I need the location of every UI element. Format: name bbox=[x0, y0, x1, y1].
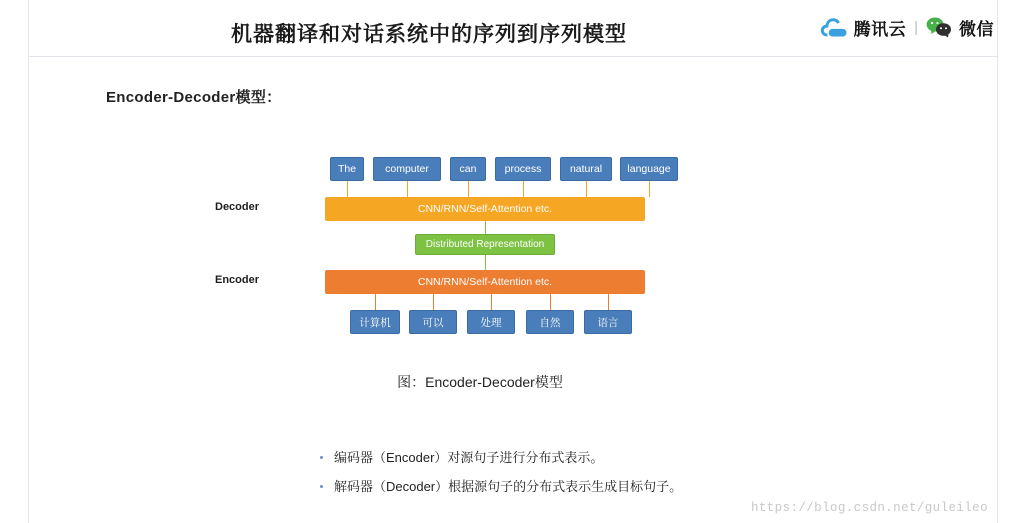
wechat-icon bbox=[926, 16, 952, 38]
connector-line bbox=[347, 181, 348, 197]
list-item-label: 解码器（Decoder）根据源句子的分布式表示生成目标句子。 bbox=[334, 479, 683, 494]
output-token: natural bbox=[560, 157, 612, 181]
page-title: 机器翻译和对话系统中的序列到序列模型 bbox=[231, 23, 627, 46]
tencent-cloud-label: 腾讯云 bbox=[853, 19, 907, 39]
list-item bbox=[318, 450, 918, 466]
connector-line bbox=[608, 294, 609, 310]
input-token: 自然 bbox=[526, 310, 574, 334]
connector-line bbox=[468, 181, 469, 197]
connector-line bbox=[485, 255, 486, 270]
output-token: The bbox=[330, 157, 364, 181]
input-token: 语言 bbox=[584, 310, 632, 334]
figure-caption: 图：Encoder-Decoder模型 bbox=[397, 374, 563, 390]
connector-line bbox=[491, 294, 492, 310]
output-token: computer bbox=[373, 157, 441, 181]
connector-line bbox=[433, 294, 434, 310]
encoder-bar: CNN/RNN/Self-Attention etc. bbox=[325, 270, 645, 294]
bullet-dot-icon bbox=[320, 456, 323, 459]
encoder-label: Encoder bbox=[215, 274, 260, 286]
wechat-label: 微信 bbox=[959, 19, 994, 39]
list-item bbox=[318, 479, 918, 495]
input-token: 处理 bbox=[467, 310, 515, 334]
connector-line bbox=[523, 181, 524, 197]
connector-line bbox=[407, 181, 408, 197]
connector-line bbox=[586, 181, 587, 197]
input-token: 计算机 bbox=[350, 310, 400, 334]
right-divider bbox=[997, 0, 998, 523]
distributed-representation-box: Distributed Representation bbox=[415, 234, 555, 255]
bullet-dot-icon bbox=[320, 485, 323, 488]
encoder-decoder-figure bbox=[215, 145, 690, 395]
input-token: 可以 bbox=[409, 310, 457, 334]
watermark: https://blog.csdn.net/guleileo bbox=[750, 501, 988, 515]
section-label: Encoder-Decoder模型： bbox=[106, 89, 282, 106]
brand-lockup bbox=[820, 12, 994, 42]
connector-line bbox=[649, 181, 650, 197]
left-divider bbox=[28, 0, 29, 523]
connector-line bbox=[375, 294, 376, 310]
connector-line bbox=[485, 221, 486, 234]
decoder-label: Decoder bbox=[215, 201, 260, 213]
output-token: can bbox=[450, 157, 486, 181]
bullet-list bbox=[318, 450, 918, 508]
output-token: process bbox=[495, 157, 551, 181]
brand-separator: | bbox=[914, 18, 918, 36]
connector-line bbox=[550, 294, 551, 310]
decoder-bar: CNN/RNN/Self-Attention etc. bbox=[325, 197, 645, 221]
list-item-label: 编码器（Encoder）对源句子进行分布式表示。 bbox=[334, 450, 604, 465]
tencent-cloud-icon bbox=[820, 17, 847, 38]
output-token: language bbox=[620, 157, 678, 181]
